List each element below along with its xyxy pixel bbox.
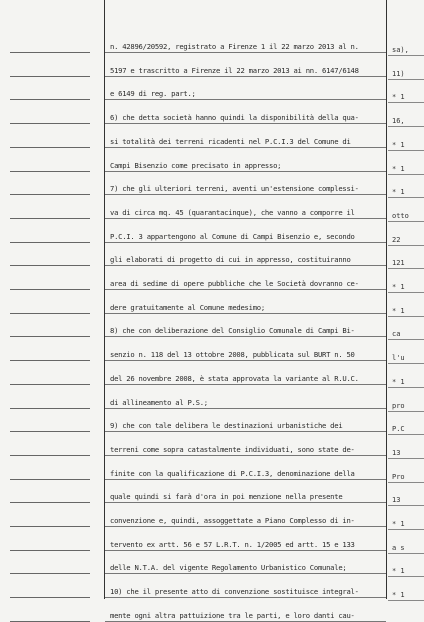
margin-note: 13 <box>392 448 401 457</box>
margin-note-rule <box>388 221 424 222</box>
margin-stub <box>10 218 90 219</box>
margin-note-rule <box>388 529 424 530</box>
margin-note-rule <box>388 292 424 293</box>
margin-note-rule <box>388 126 424 127</box>
body-line: gli elaborati di progetto di cui in appresso, costituiranno <box>110 255 351 265</box>
margin-stub <box>10 360 90 361</box>
line-rule <box>105 502 386 503</box>
body-line: 7) che gli ulteriori terreni, aventi un'estensione complessi- <box>110 184 359 194</box>
margin-note: a s <box>392 543 405 552</box>
line-rule <box>105 289 386 290</box>
line-rule <box>105 52 386 53</box>
margin-note: Pro <box>392 472 405 481</box>
margin-note-rule <box>388 553 424 554</box>
body-line: si totalità dei terreni ricadenti nel P.C.I.3 del Comune di <box>110 136 351 146</box>
body-line: mente ogni altra pattuizione tra le parti, e loro danti cau- <box>110 610 355 620</box>
body-line: 5197 e trascritto a Firenze il 22 marzo 2013 ai nn. 6147/6148 <box>110 65 359 75</box>
margin-stub <box>10 194 90 195</box>
line-rule <box>105 384 386 385</box>
margin-note: * 1 <box>392 188 405 197</box>
margin-stub <box>10 455 90 456</box>
line-rule <box>105 408 386 409</box>
margin-stub <box>10 289 90 290</box>
line-rule <box>105 431 386 432</box>
body-line: P.C.I. 3 appartengono al Comune di Campi Bisenzio e, secondo <box>110 231 355 241</box>
margin-stub <box>10 313 90 314</box>
line-rule <box>105 573 386 574</box>
margin-note: P.C <box>392 425 405 434</box>
margin-note: otto <box>392 211 409 220</box>
margin-note-rule <box>388 411 424 412</box>
body-line: 6) che detta società hanno quindi la disponibilità della qua- <box>110 113 359 123</box>
body-line: delle N.T.A. del vigente Regolamento Urbanistico Comunale; <box>110 563 347 573</box>
margin-stub <box>10 431 90 432</box>
line-rule <box>105 242 386 243</box>
body-line: senzio n. 118 del 13 ottobre 2008, pubblicata sul BURT n. 50 <box>110 350 355 360</box>
line-rule <box>105 123 386 124</box>
margin-note-rule <box>388 387 424 388</box>
margin-note-rule <box>388 174 424 175</box>
margin-note: 11) <box>392 69 405 78</box>
body-line: n. 42896/20592, registrato a Firenze 1 il 22 marzo 2013 al n. <box>110 42 359 51</box>
margin-stub <box>10 99 90 100</box>
body-line: 10) che il presente atto di convenzione sostituisce integral- <box>110 587 359 597</box>
margin-note-rule <box>388 458 424 459</box>
line-rule <box>105 147 386 148</box>
margin-note-rule <box>388 316 424 317</box>
margin-note: 13 <box>392 496 401 505</box>
margin-stub <box>10 52 90 53</box>
margin-note-rule <box>388 482 424 483</box>
line-rule <box>105 313 386 314</box>
margin-note-rule <box>388 600 424 601</box>
margin-note-rule <box>388 197 424 198</box>
line-rule <box>105 194 386 195</box>
margin-note: sa), <box>392 46 409 54</box>
line-rule <box>105 218 386 219</box>
margin-note: pro <box>392 401 405 410</box>
margin-note: ca <box>392 330 401 339</box>
body-line: Campi Bisenzio come precisato in appresso; <box>110 160 282 170</box>
margin-note-rule <box>388 245 424 246</box>
margin-stub <box>10 573 90 574</box>
line-rule <box>105 550 386 551</box>
body-line: quale quindi si farà d'ora in poi menzione nella presente <box>110 492 343 502</box>
margin-stub <box>10 408 90 409</box>
body-line: del 26 novembre 2008, è stata approvata la variante al R.U.C. <box>110 373 359 383</box>
body-line: area di sedime di opere pubbliche che le Società dovranno ce- <box>110 279 359 288</box>
left-margin-line <box>104 0 105 599</box>
margin-stub <box>10 502 90 503</box>
margin-note-rule <box>388 268 424 269</box>
margin-note: 22 <box>392 235 401 244</box>
line-rule <box>105 360 386 361</box>
body-line: terreni come sopra catastalmente individuati, sono state de- <box>110 444 355 454</box>
line-rule <box>105 526 386 527</box>
margin-note: 121 <box>392 259 405 268</box>
margin-note: l'u <box>392 354 405 363</box>
margin-stub <box>10 242 90 243</box>
margin-note: * 1 <box>392 140 405 149</box>
margin-note: * 1 <box>392 306 405 315</box>
margin-note: * 1 <box>392 93 405 102</box>
margin-note: * 1 <box>392 283 405 291</box>
margin-note-rule <box>388 79 424 80</box>
margin-note-rule <box>388 55 424 56</box>
margin-note-rule <box>388 505 424 506</box>
line-rule <box>105 265 386 266</box>
body-line: finite con la qualificazione di P.C.I.3, denominazione della <box>110 468 355 478</box>
line-rule <box>105 171 386 172</box>
body-line: di allineamento al P.S.; <box>110 397 208 407</box>
right-margin-line <box>386 0 387 599</box>
margin-note-rule <box>388 363 424 364</box>
margin-note-rule <box>388 150 424 151</box>
margin-stub <box>10 597 90 598</box>
line-rule <box>105 76 386 77</box>
margin-stub <box>10 123 90 124</box>
body-line: 8) che con deliberazione del Consiglio Comunale di Campi Bi- <box>110 326 355 336</box>
margin-note-rule <box>388 434 424 435</box>
margin-note: * 1 <box>392 567 405 576</box>
line-rule <box>105 336 386 337</box>
body-line: convenzione e, quindi, assoggettate a Piano Complesso di in- <box>110 516 355 525</box>
margin-note-rule <box>388 339 424 340</box>
margin-note: * 1 <box>392 591 405 600</box>
margin-stub <box>10 384 90 385</box>
margin-stub <box>10 526 90 527</box>
margin-stub <box>10 171 90 172</box>
margin-note-rule <box>388 576 424 577</box>
margin-note: 16, <box>392 117 405 126</box>
line-rule <box>105 99 386 100</box>
margin-note-rule <box>388 102 424 103</box>
line-rule <box>105 597 386 598</box>
margin-stub <box>10 479 90 480</box>
margin-stub <box>10 265 90 266</box>
margin-stub <box>10 550 90 551</box>
body-line: e 6149 di reg. part.; <box>110 89 196 99</box>
margin-stub <box>10 147 90 148</box>
margin-note: * 1 <box>392 164 405 173</box>
margin-stub <box>10 336 90 337</box>
body-line: va di circa mq. 45 (quarantacinque), che vanno a comporre il <box>110 207 355 217</box>
body-line: dere gratuitamente al Comune medesimo; <box>110 302 265 312</box>
line-rule <box>105 479 386 480</box>
margin-note: * 1 <box>392 520 405 528</box>
margin-note: * 1 <box>392 377 405 386</box>
line-rule <box>105 455 386 456</box>
body-line: tervento ex artt. 56 e 57 L.R.T. n. 1/2005 ed artt. 15 e 133 <box>110 539 355 549</box>
body-line: 9) che con tale delibera le destinazioni urbanistiche dei <box>110 421 343 431</box>
margin-stub <box>10 76 90 77</box>
